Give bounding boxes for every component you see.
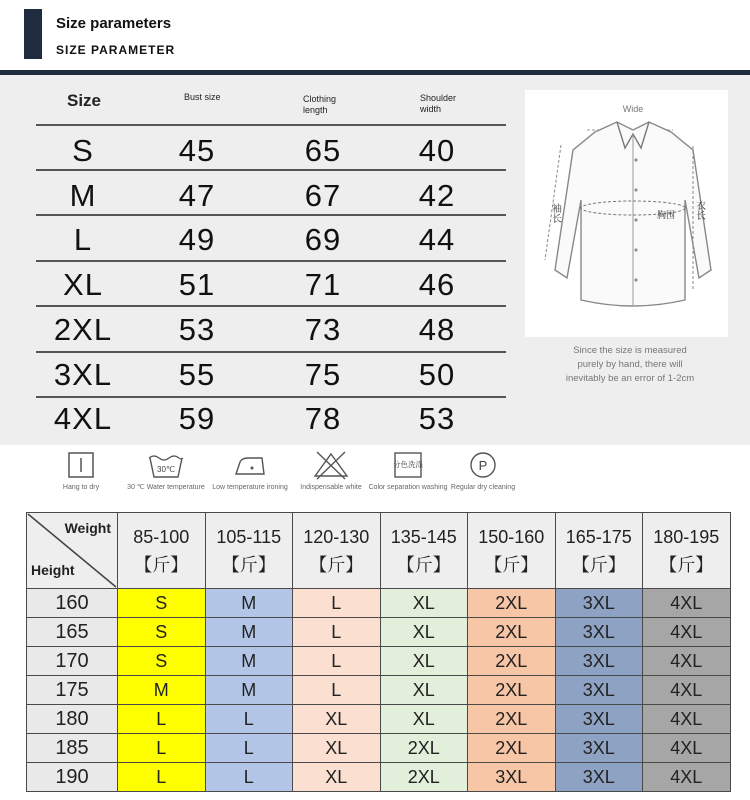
recommended-size-cell: L xyxy=(292,675,381,705)
weight-range: 165-175 xyxy=(565,526,632,547)
weight-unit: 【斤】 xyxy=(484,554,539,575)
recommended-size-cell: 2XL xyxy=(467,646,556,676)
size-measurement: 50 xyxy=(418,356,456,392)
care-caption: Hang to dry xyxy=(62,484,100,491)
recommended-size-cell: 2XL xyxy=(467,675,556,705)
size-row-divider xyxy=(36,396,506,398)
size-measurement: 69 xyxy=(304,222,342,258)
size-row-divider xyxy=(36,169,506,171)
size-measurement: 71 xyxy=(304,267,342,303)
weight-unit: 【斤】 xyxy=(659,554,714,575)
size-label: M xyxy=(69,177,97,213)
recommended-size-cell: M xyxy=(205,646,294,676)
recommended-size-cell: 4XL xyxy=(642,646,731,676)
shirt-diagram xyxy=(525,90,728,337)
recommended-size-cell: XL xyxy=(292,704,381,734)
recommended-size-cell: 3XL xyxy=(467,762,556,792)
height-corner-label: Height xyxy=(31,562,75,578)
weight-range: 180-195 xyxy=(653,526,720,547)
recommended-size-cell: 4XL xyxy=(642,675,731,705)
size-measurement: 73 xyxy=(304,311,342,347)
recommended-size-cell: 4XL xyxy=(642,588,731,618)
weight-unit: 【斤】 xyxy=(221,554,276,575)
recommended-size-cell: 3XL xyxy=(555,588,644,618)
recommended-size-cell: M xyxy=(205,675,294,705)
recommended-size-cell: S xyxy=(117,646,206,676)
size-row-divider xyxy=(36,260,506,262)
size-measurement: 51 xyxy=(178,267,216,303)
recommended-size-cell: 2XL xyxy=(380,762,469,792)
size-measurement: 78 xyxy=(304,401,342,437)
size-measurement: 44 xyxy=(418,222,456,258)
size-label: 3XL xyxy=(53,356,113,392)
bust-column-header: Bust size xyxy=(184,92,221,102)
clothing-length-label: 衣长 xyxy=(693,200,705,220)
weight-range-header xyxy=(642,512,731,589)
weight-range: 120-130 xyxy=(303,526,370,547)
recommended-size-cell: L xyxy=(205,704,294,734)
size-measurement: 45 xyxy=(178,133,216,168)
size-label: 2XL xyxy=(53,311,113,347)
recommended-size-cell: S xyxy=(117,588,206,618)
recommended-size-cell: L xyxy=(117,704,206,734)
note-line: purely by hand, there will xyxy=(577,359,683,370)
bust-label: 胸围 xyxy=(657,210,676,220)
recommended-size-cell: 3XL xyxy=(555,733,644,763)
weight-range-header xyxy=(292,512,381,589)
weight-unit: 【斤】 xyxy=(396,554,451,575)
recommended-size-cell: XL xyxy=(380,588,469,618)
care-caption: 30 ℃ Water temperature xyxy=(127,484,205,491)
shoulder-column-header: Shoulder width xyxy=(420,93,457,114)
recommended-size-cell: 4XL xyxy=(642,733,731,763)
recommended-size-cell: 2XL xyxy=(467,704,556,734)
recommended-size-cell: XL xyxy=(380,646,469,676)
size-measurement: 53 xyxy=(178,311,216,347)
svg-text:30℃: 30℃ xyxy=(157,465,175,474)
recommended-size-cell: 3XL xyxy=(555,704,644,734)
recommended-size-cell: XL xyxy=(380,704,469,734)
hang-to-dry-icon xyxy=(66,450,96,480)
height-value: 165 xyxy=(26,617,118,647)
length-column-header: Clothing length xyxy=(303,94,337,115)
recommended-size-cell: L xyxy=(292,617,381,647)
weight-range-header xyxy=(205,512,294,589)
svg-text:P: P xyxy=(478,458,488,473)
size-measurement: 48 xyxy=(418,311,456,347)
recommended-size-cell: XL xyxy=(292,733,381,763)
recommended-size-cell: 2XL xyxy=(467,733,556,763)
recommended-size-cell: XL xyxy=(380,675,469,705)
recommended-size-cell: L xyxy=(205,762,294,792)
weight-range-header xyxy=(380,512,469,589)
size-measurement: 75 xyxy=(304,356,342,392)
care-caption: Indispensable white xyxy=(300,484,362,491)
height-value: 180 xyxy=(26,704,118,734)
weight-unit: 【斤】 xyxy=(309,554,364,575)
size-row-divider xyxy=(36,305,506,307)
note-line: inevitably be an error of 1-2cm xyxy=(565,373,695,384)
recommended-size-cell: 4XL xyxy=(642,704,731,734)
recommended-size-cell: 3XL xyxy=(555,617,644,647)
table-corner xyxy=(26,512,118,589)
care-caption: Low temperature ironing xyxy=(212,484,288,491)
height-value: 160 xyxy=(26,588,118,618)
recommended-size-cell: M xyxy=(117,675,206,705)
no-bleach-icon xyxy=(311,450,351,480)
svg-text:分色洗涤: 分色洗涤 xyxy=(393,460,423,469)
recommended-size-cell: 2XL xyxy=(380,733,469,763)
recommended-size-cell: 2XL xyxy=(467,617,556,647)
height-value: 175 xyxy=(26,675,118,705)
page-subtitle: SIZE PARAMETER xyxy=(56,43,176,57)
recommended-size-cell: 4XL xyxy=(642,617,731,647)
recommended-size-cell: L xyxy=(292,588,381,618)
size-label: 4XL xyxy=(53,401,113,437)
size-measurement: 40 xyxy=(418,133,456,168)
weight-unit: 【斤】 xyxy=(571,554,626,575)
iron-icon xyxy=(230,450,270,480)
size-row-divider xyxy=(36,351,506,353)
size-measurement: 42 xyxy=(418,177,456,213)
size-column-header: Size xyxy=(67,91,102,110)
recommended-size-cell: S xyxy=(117,617,206,647)
size-measurement: 49 xyxy=(178,222,216,258)
care-caption: Regular dry cleaning xyxy=(450,484,516,491)
water-temperature-icon xyxy=(146,450,186,480)
recommended-size-cell: 4XL xyxy=(642,762,731,792)
recommended-size-cell: L xyxy=(205,733,294,763)
header xyxy=(0,0,750,70)
size-measurement: 65 xyxy=(304,133,342,168)
recommended-size-cell: 2XL xyxy=(467,588,556,618)
shirt-illustration xyxy=(525,90,728,337)
sleeve-length-label: 袖长 xyxy=(549,203,561,223)
size-measurement: 59 xyxy=(178,401,216,437)
recommended-size-cell: L xyxy=(117,762,206,792)
recommended-size-cell: 3XL xyxy=(555,675,644,705)
size-row-divider xyxy=(36,214,506,216)
recommended-size-cell: 3XL xyxy=(555,646,644,676)
recommended-size-cell: L xyxy=(292,646,381,676)
size-measurement: 46 xyxy=(418,267,456,303)
size-label: L xyxy=(73,222,93,258)
recommended-size-cell: M xyxy=(205,617,294,647)
dry-clean-icon xyxy=(467,450,499,480)
recommended-size-cell: XL xyxy=(292,762,381,792)
size-measurement: 47 xyxy=(178,177,216,213)
size-measurement: 53 xyxy=(418,401,456,437)
size-measurement: 67 xyxy=(304,177,342,213)
weight-range-header xyxy=(117,512,206,589)
weight-range: 105-115 xyxy=(216,526,282,547)
weight-range: 85-100 xyxy=(133,526,190,547)
width-label: Wide xyxy=(622,104,644,114)
size-label: XL xyxy=(63,267,103,303)
recommended-size-cell: XL xyxy=(380,617,469,647)
size-measurement: 55 xyxy=(178,356,216,392)
weight-corner-label: Weight xyxy=(64,520,111,536)
weight-range: 150-160 xyxy=(478,526,545,547)
recommended-size-cell: 3XL xyxy=(555,762,644,792)
care-caption: Color separation washing xyxy=(368,484,448,491)
weight-range-header xyxy=(467,512,556,589)
weight-range-header xyxy=(555,512,644,589)
height-value: 185 xyxy=(26,733,118,763)
recommended-size-cell: M xyxy=(205,588,294,618)
recommended-size-cell: L xyxy=(117,733,206,763)
separate-wash-icon xyxy=(392,450,424,480)
measurement-note xyxy=(540,344,720,386)
header-accent-bar xyxy=(24,9,42,59)
care-dry-clean xyxy=(433,450,533,492)
weight-range: 135-145 xyxy=(390,526,457,547)
note-line: Since the size is measured xyxy=(573,345,687,356)
page-title: Size parameters xyxy=(56,15,172,32)
size-label: S xyxy=(72,133,94,168)
weight-unit: 【斤】 xyxy=(134,554,189,575)
height-value: 170 xyxy=(26,646,118,676)
height-value: 190 xyxy=(26,762,118,792)
size-row-divider xyxy=(36,124,506,126)
size-recommendation-table xyxy=(26,512,726,792)
